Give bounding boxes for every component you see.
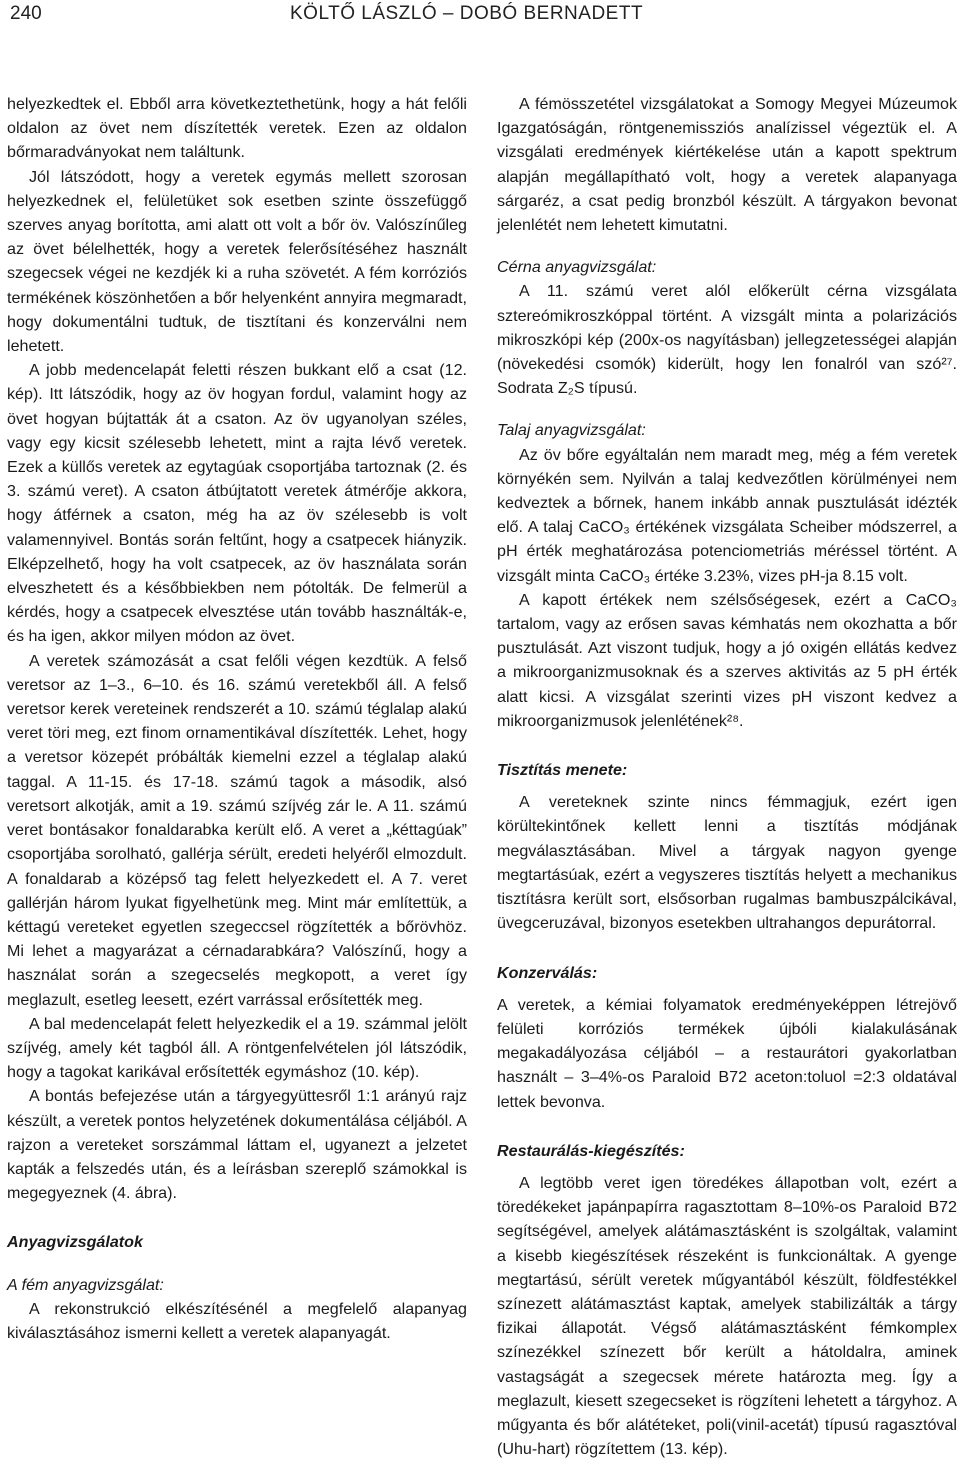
right-column: [497, 92, 957, 1461]
paragraph: A rekonstrukció elkészítésénél a megfelelő alapanyag kiválasztásához ismerni kellett a veretek alapanyagát.: [7, 1299, 467, 1342]
subsection-heading: Cérna anyagvizsgálat:: [497, 258, 657, 277]
paragraph: A legtöbb veret igen töredékes állapotban volt, ezért a töredékeket japánpapírra ragasztottam 8–10%-os Paraloid B72 segítségével, amelyek alátámasztásként is szolgáltak, valamint a kisebb kiegészítések részeként is funkcionáltak. A gyenge megtartású, sérült veretek műgyantából készült, földfestékkel színezett alátámasztást kaptak, amelyek stabilizálták a tárgy fizikai állapotát. Végső alátámasztásként fémkomplex színezékkel színezett bőr került a hátoldalra, aminek vastagságát a szegecsek mérete határozta meg. Így a meglazult, kiesett szegecseket is rögzíteni lehetett a tárgyhoz. A műgyanta és bőr alátéteket, poli(vinil-acetát) típusú ragasztóval (Uhu-hart) rögzítettem (13. kép).: [497, 1173, 957, 1459]
section-heading: Anyagvizsgálatok: [7, 1233, 143, 1252]
page-header: [0, 0, 960, 60]
paragraph: A bal medencelapát felett helyezkedik el a 19. számmal jelölt szíjvég, amely két tagból áll. A röntgenfelvételen jól látszódik, hogy a tagokat karikával erősítették egymáshoz (10. kép).: [7, 1014, 467, 1082]
paragraph: A jobb medencelapát feletti részen bukkant elő a csat (12. kép). Itt látszódik, hogy az öv hogyan fordul, valamint hogy az övet hogyan bújtatták át a csaton. Az öv ugyanolyan széles, vagy egy kicsit szélesebb lehetett, mint a rajta lévő veretek. Ezek a küllős veretek az egytagúak csoportjába tartoznak (2. és 3. számú veret). A csaton átbújtatott veretek átmérője akkora, hogy átférnek a csaton, még ha az öv szélesebb is volt valamennyivel. Bontás során feltűnt, hogy a csatpecek hiányzik. Elképzelhető, hogy ha volt csatpecek, az öv használata során elveszhetett és a későbbiekben nem pótolták. De felmerül a kérdés, hogy a csatpecek elvesztése után tovább használták-e, és ha igen, akkor milyen módon az övet.: [7, 361, 467, 646]
paragraph: Jól látszódott, hogy a veretek egymás mellett szorosan helyezkednek el, felületüket sok esetben szinte összefüggő szerves anyag borította, ami alatt ott volt a bőr öv. Valószínűleg az övet bélelhették, hogy a veretek felerősítéséhez használt szegecsek végei ne kezdjék ki a ruha szövetét. A fém korróziós termékének köszönhetően a bőr helyenként annyira megmaradt, hogy dokumentálni tudtuk, de tisztítani és konzerválni nem lehetett.: [7, 167, 467, 356]
running-title: KÖLTŐ LÁSZLÓ – DOBÓ BERNADETT: [290, 3, 644, 24]
paragraph: Az öv bőre egyáltalán nem maradt meg, még a fém veretek környékén sem. Nyilván a talaj kedvezőtlen körülményei nem kedveztek a bőrnek, hanem inkább annak pusztulását idézték elő. A talaj CaCO₃ értékének vizsgálata Scheiber módszerrel, a pH érték meghatározása potenciometriás méréssel történt. A vizsgált minta CaCO₃ értéke 3.23%, vizes pH-ja 8.15 volt.: [497, 445, 957, 585]
page-number: 240: [10, 3, 42, 24]
paragraph: A kapott értékek nem szélsőségesek, ezért a CaCO₃ tartalom, vagy az erősen savas kémhatás nem okozhatta a bőr pusztulását. Azt viszont tudjuk, hogy a jó oxigén ellátás kedvez a mikroorganizmusoknak és a szerves aktivitás az 5 pH érték alatt kicsi. A vizsgálat szerinti vizes pH viszont kedvez a mikroorganizmusok jelenlétének²⁸.: [497, 590, 957, 730]
left-column: [7, 92, 467, 1345]
paragraph: A 11. számú veret alól előkerült cérna vizsgálata sztereómikroszkóppal történt. A vizsgált minta a polarizációs mikroszkópi kép (200x-os nagyításban) jellegzetességei alapján (növekedési csomók) kiderült, hogy len fonalról van szó²⁷. Sodrata Z₂S típusú.: [497, 282, 957, 398]
paragraph: A veretek számozását a csat felőli végen kezdtük. A felső veretsor az 1–3., 6–10. és 16. számú veretekből áll. A felső veretsor kerek vereteinek rendszerét a 10. számú téglalap alakú veret töri meg, ezt finom ornamentikával díszítették. Lehet, hogy a veretsor közepét próbálták kiemelni ezzel a téglalap alakú taggal. A 11-15. és 17-18. számú tagok a második, alsó veretsort alkotják, amit a 19. számú szíjvég zár le. A 11. számú veret bontásakor fonaldarabka került elő. A veret a „kéttagúak” csoportjába sorolható, gallérja sérült, eredeti helyéről elmozdult. A fonaldarab a középső tag felett helyezkedett el. A 7. veret gallérján három lyukat figyelhetünk meg. Mint már említettük, a kéttagú vereteket egyetlen szegeccsel rögzítették a bőrövhöz. Mi lehet a magyarázat a cérnadarabkára? Valószínű, hogy a használat során a szegecselés megkopott, a veret így meglazult, esetleg leesett, ezért varrással erősítették meg.: [7, 651, 467, 1009]
paragraph: A veretek, a kémiai folyamatok eredményeképpen létrejövő felületi korróziós termékek újbóli kialakulásának megakadályozása céljából – a restaurátori gyakorlatban használt – 3–4%-os Paraloid B72 aceton:toluol =2:3 oldatával lettek bevonva.: [497, 995, 957, 1111]
paragraph: A vereteknek szinte nincs fémmagjuk, ezért igen körültekintőnek kellett lenni a tisztítás módjának megválasztásában. Mivel a tárgyak nagyon gyenge megtartásúak, ezért a vegyszeres tisztítás helyett a mechanikus tisztításra került sort, elsősorban rugalmas bambuszpálcikával, üvegceruzával, bizonyos esetekben ultrahangos depurátorral.: [497, 793, 957, 933]
paragraph: A bontás befejezése után a tárgyegyüttesről 1:1 arányú rajz készült, a veretek pontos helyzetének dokumentálása céljából. A rajzon a vereteket sorszámmal láttam el, ugyanezt a jelzetet kapták a felszedés után, és a leírásban szereplő számokkal is megegyeznek (4. ábra).: [7, 1087, 467, 1203]
section-heading: Konzerválás:: [497, 963, 598, 982]
subsection-heading: Talaj anyagvizsgálat:: [497, 421, 646, 440]
section-heading: Restaurálás-kiegészítés:: [497, 1141, 685, 1160]
subsection-heading: A fém anyagvizsgálat:: [7, 1275, 164, 1294]
paragraph: A fémösszetétel vizsgálatokat a Somogy Megyei Múzeumok Igazgatóságán, röntgenemissziós analízissel végeztük el. A vizsgálati eredmények kiértékelése után a kapott spektrum alapján megállapítható volt, hogy a veretek alapanyaga sárgaréz, a csat pedig bronzból készült. A tárgyakon bevonat jelenlétét nem lehetett kimutatni.: [497, 95, 957, 235]
paragraph: helyezkedtek el. Ebből arra következtethetünk, hogy a hát felőli oldalon az övet nem díszítették veretek. Ezen az oldalon bőrmaradványokat nem találtunk.: [7, 95, 467, 162]
section-heading: Tisztítás menete:: [497, 761, 628, 780]
